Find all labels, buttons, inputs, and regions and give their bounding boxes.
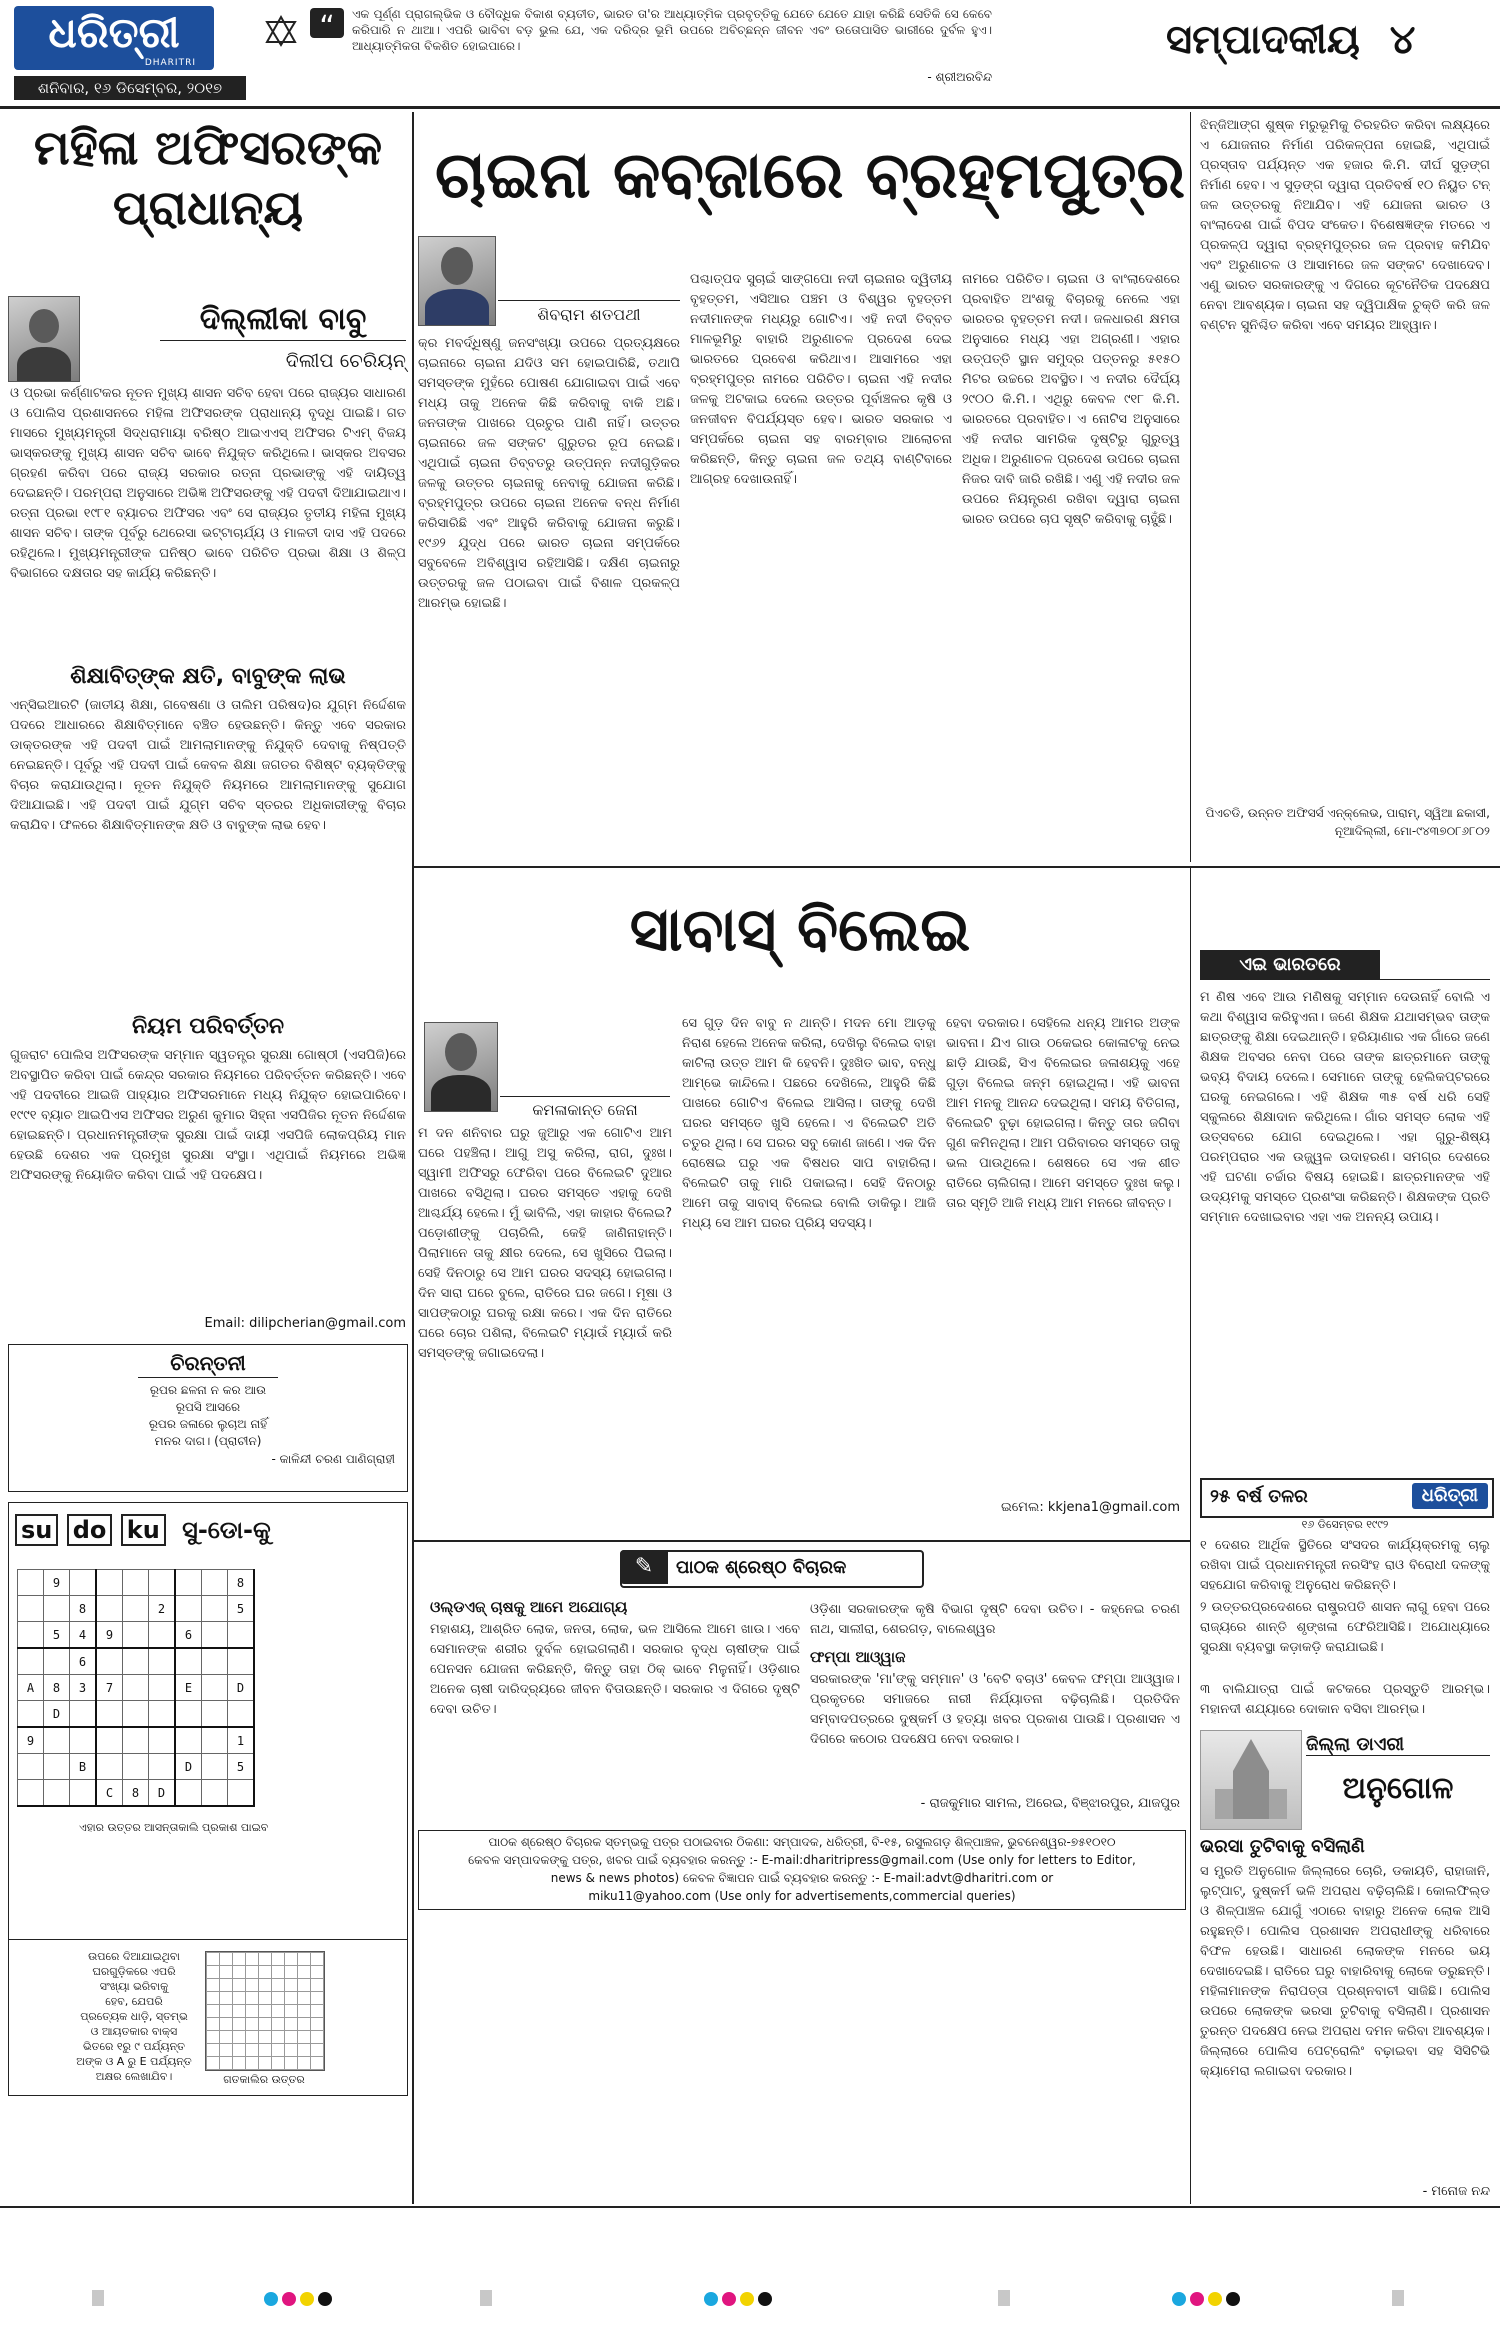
sudoku-cell[interactable] bbox=[18, 1622, 44, 1649]
logo-sub: DHARITRI bbox=[144, 58, 196, 68]
col1-byline-author: ଦିଲୀପ ଚେରିୟନ୍ bbox=[285, 350, 406, 372]
sudoku-instructions bbox=[59, 1949, 209, 2084]
sudoku-inst-1: ଉପରେ ଦିଆଯାଇଥିବା bbox=[88, 1950, 180, 1963]
sudoku-cell[interactable] bbox=[228, 1622, 255, 1649]
sudoku-row bbox=[18, 1780, 255, 1807]
ei-bharat-label: ଏଇ ଭାରତରେ bbox=[1239, 954, 1341, 975]
second-email[interactable]: ଇମେଲ: kkjena1@gmail.com bbox=[1000, 1500, 1180, 1515]
sudoku-cell[interactable]: 6 bbox=[70, 1648, 97, 1675]
sudoku-inst-9: ଅକ୍ଷର ଲେଖାଯିବ। bbox=[95, 2070, 173, 2083]
sudoku-row bbox=[18, 1754, 255, 1780]
sudoku-cell[interactable] bbox=[175, 1648, 202, 1675]
second-headline: ସାବାସ୍ ବିଲେଇ bbox=[629, 895, 971, 965]
lead-author: ଶିବରାମ ଶତପଥୀ bbox=[498, 300, 680, 325]
col1-body-3: ଗୁଜରାଟ ପୋଲିସ ଅଫିସରଙ୍କ ସମ୍ମାନ ସ୍ୱତନ୍ତ୍ର ସୁରକ୍ଷା ଗୋଷ୍ଠୀ (ଏସପିଜି)ରେ ଅବସ୍ଥାପିତ କରିବା ପାଇଁ କେନ୍ଦ୍ର ସରକାର ନିୟମରେ ପରିବର୍ତ୍ତନ କରିଛନ୍ତି। ଏବେ ଏହି ପଦବୀରେ ଆଇଜି ପାହ୍ୟାର ଅଫିସରମାନେ ମଧ୍ୟ ନିଯୁକ୍ତ ହୋଇପାରିବେ। ୧୯୯୧ ବ୍ୟାଚ ଆଇପିଏସ ଅଫିସର ଅରୁଣ କୁମାର ସିହ୍ନା ଏସପିଜିର ନୂତନ ନିର୍ଦ୍ଦେଶକ ହୋଇଛନ୍ତି। ପ୍ରଧାନମନ୍ତ୍ରୀଙ୍କ ସୁରକ୍ଷା ପାଇଁ ଦାୟୀ ଏସପିଜି ଲୋକପ୍ରିୟ ମାନ ହେଉଛି ଦେଶର ଏକ ପ୍ରମୁଖ ସୁରକ୍ଷା ସଂସ୍ଥା। ଏଥିପାଇଁ ନିୟମରେ ଅଭିଜ୍ଞ ଅଫିସରଙ୍କୁ ନିୟୋଜିତ କରିବା ପାଇଁ ଏହି ପଦକ୍ଷେପ। bbox=[10, 1048, 406, 1183]
sudoku-cell[interactable]: 7 bbox=[96, 1675, 123, 1701]
emblem-icon bbox=[264, 14, 298, 48]
second-col-a: ମ ଦନ ଶନିବାର ଘରୁ ଜୁଆରୁ ଏକ ଗୋଟିଏ ଆମ ଘରେ ପହଞ୍ଚିଲା। ଆଗୁ ଅସୁ କରିଲା, ରାଗ, ଦୁଃଖ। ସ୍ୱାମୀ ଅଫିସରୁ ଫେରିବା ପରେ ବିଲେଇଟି ଦୁଆର ପାଖରେ ବସିଥିଲା। ଘରର ସମସ୍ତେ ଏହାକୁ ଦେଖି ଆଶ୍ଚର୍ଯ୍ୟ ହେଲେ। ମୁଁ ଭାବିଲି, ଏହା କାହାର ବିଲେଇ? ପଡ଼ୋଶୀଙ୍କୁ ପଚାରିଲି, କେହି ଜାଣିନାହାନ୍ତି। ପିଲାମାନେ ତାକୁ କ୍ଷୀର ଦେଲେ, ସେ ଖୁସିରେ ପିଇଲା। ସେହି ଦିନଠାରୁ ସେ ଆମ ଘରର ସଦସ୍ୟ ହୋଇଗଲା। ଦିନ ସାରା ଘରେ ବୁଲେ, ରାତିରେ ଘର ଜଗେ। ମୂଷା ଓ ସାପଙ୍କଠାରୁ ଘରକୁ ରକ୍ଷା କରେ। ଏକ ଦିନ ରାତିରେ ଘରେ ଚୋର ପଶିଲା, ବିଲେଇଟି ମ୍ୟାଉଁ ମ୍ୟାଉଁ କରି ସମସ୍ତଙ୍କୁ ଜଗାଇଦେଲା। bbox=[418, 1126, 672, 1361]
sudoku-cell[interactable] bbox=[70, 1780, 97, 1807]
section-name: ସମ୍ପାଦକୀୟ bbox=[1166, 17, 1360, 63]
sudoku-cell[interactable]: A bbox=[18, 1675, 44, 1701]
sudoku-inst-2: ଘରଗୁଡ଼ିକରେ ଏପରି bbox=[92, 1965, 176, 1978]
sudoku-cell[interactable] bbox=[202, 1570, 228, 1596]
sudoku-cell[interactable]: 8 bbox=[70, 1596, 97, 1622]
author-photo-shivaram bbox=[418, 236, 496, 326]
sudoku-cell[interactable]: D bbox=[228, 1675, 255, 1701]
sudoku-cell[interactable] bbox=[149, 1675, 176, 1701]
section-title bbox=[1166, 8, 1486, 72]
readers-banner bbox=[620, 1550, 924, 1588]
sudoku-row bbox=[18, 1727, 255, 1754]
sudoku-answer-label: ଗତକାଲିର ଉତ୍ତର bbox=[223, 2073, 305, 2086]
sudoku-cell[interactable] bbox=[44, 1727, 70, 1754]
readers-footer-4: miku11@yahoo.com (Use only for advertisements,commercial queries) bbox=[588, 1889, 1016, 1903]
sudoku-cell[interactable] bbox=[18, 1754, 44, 1780]
date-text: ଶନିବାର, ୧୬ ଡିସେମ୍ବର, ୨୦୧୭ bbox=[37, 79, 223, 97]
dharitri-logo[interactable] bbox=[14, 6, 214, 70]
col1-subhead-1: ଶିକ୍ଷାବିତ୍‌ଙ୍କ କ୍ଷତି, ବାବୁଙ୍କ ଲାଭ bbox=[70, 664, 346, 689]
zilla-body: ସ ମ୍ପ୍ରତି ଅନୁଗୋଳ ଜିଲ୍ଲାରେ ଚୋରି, ଡକାୟତି, ରାହାଜାନି, ଲୁଟ୍‌ପାଟ୍, ଦୁଷ୍କର୍ମ ଭଳି ଅପରାଧ ବଢ଼ିଚାଲିଛି। କୋଲଫିଲ୍ଡ ଓ ଶିଳ୍ପାଞ୍ଚଳ ଯୋଗୁଁ ଏଠାରେ ବାହାରୁ ଅନେକ ଲୋକ ଆସି ରହୁଛନ୍ତି। ପୋଲିସ ପ୍ରଶାସନ ଅପରାଧୀଙ୍କୁ ଧରିବାରେ ବିଫଳ ହେଉଛି। ସାଧାରଣ ଲୋକଙ୍କ ମନରେ ଭୟ ଦେଖାଦେଇଛି। ରାତିରେ ଘରୁ ବାହାରିବାକୁ ଲୋକେ ଡରୁଛନ୍ତି। ମହିଳାମାନଙ୍କ ନିରାପତ୍ତା ପ୍ରଶ୍ନବାଚୀ ସାଜିଛି। ପୋଲିସ ଉପରେ ଲୋକଙ୍କ ଭରସା ତୁଟିବାକୁ ବସିଲାଣି। ପ୍ରଶାସନ ତୁରନ୍ତ ପଦକ୍ଷେପ ନେଇ ଅପରାଧ ଦମନ କରିବା ଆବଶ୍ୟକ। ଜିଲ୍ଲାରେ ପୋଲିସ ପେଟ୍ରୋଲିଂ ବଢ଼ାଇବା ସହ ସିସିଟିଭି କ୍ୟାମେରା ଲଗାଇବା ଦରକାର। bbox=[1200, 1864, 1490, 2079]
sudoku-cell[interactable]: D bbox=[44, 1701, 70, 1728]
masthead-quote: ଏକ ପୂର୍ଣ୍ଣ ପ୍ରାଗଲ୍ଭିକ ଓ ବୌଦ୍ଧିକ ବିକାଶ ବ୍ୟତୀତ, ଭାରତ ତା'ର ଆଧ୍ୟାତ୍ମିକ ପ୍ରବୃତ୍ତିକୁ ଯେତେ ଯେତେ ଯାହା କରିଛି ସେତିକି ସେ କେବେ କରିପାରି ନ ଥାଆ। ଏପରି ଭାବିବା ବଡ଼ ଭୁଲ ଯେ, ଏକ ଦରିଦ୍ର ଭୂମି ଉପରେ ଅବିଚ୍ଛନ୍ନ ଜୀବନ ଏବଂ ଉତୋପାସିତ ଭାରୀରେ ଦୁର୍ବଳ ହୁଏ। ଆଧ୍ୟାତ୍ମିକତା ବିକଶିତ ହୋଇପାରେ। bbox=[352, 7, 992, 53]
sudoku-cell[interactable] bbox=[96, 1648, 123, 1675]
chirantani-line-1: ରୂପର ଛଳନା ନ କର ଆଉ bbox=[149, 1383, 267, 1397]
sudoku-cell[interactable] bbox=[70, 1570, 97, 1596]
col1-body-1: ଓ ପ୍ରଭା କର୍ଣ୍ଣାଟକର ନୂତନ ମୁଖ୍ୟ ଶାସନ ସଚିବ ହେବା ପରେ ରାଜ୍ୟର ସାଧାରଣ ଓ ପୋଲିସ ପ୍ରଶାସନରେ ମହିଳା ଅଫିସରଙ୍କ ପ୍ରାଧାନ୍ୟ ବୃଦ୍ଧି ପାଇଛି। ଗତ ମାସରେ ମୁଖ୍ୟମନ୍ତ୍ରୀ ସିଦ୍ଧରାମାୟା ବରିଷ୍ଠ ଆଇଏଏସ୍ ଅଫିସର ଟିଏମ୍ ବିଜୟ ଭାସ୍କରଙ୍କୁ ମୁଖ୍ୟ ଶାସନ ସଚିବ ଭାବେ ନିଯୁକ୍ତ କରିଥିଲେ। ଭାସ୍କର ଅବସର ଗ୍ରହଣ କରିବା ପରେ ରାଜ୍ୟ ସରକାର ରତ୍ନା ପ୍ରଭାଙ୍କୁ ଏହି ଦାୟିତ୍ୱ ଦେଇଛନ୍ତି। ପରମ୍ପରା ଅନୁସାରେ ଅଭିଜ୍ଞ ଅଫିସରଙ୍କୁ ଏହି ପଦବୀ ଦିଆଯାଇଥାଏ। ରତ୍ନା ପ୍ରଭା ୧୯୮୧ ବ୍ୟାଚର ଅଫିସର ଏବଂ ସେ ରାଜ୍ୟର ତୃତୀୟ ମହିଳା ମୁଖ୍ୟ ଶାସନ ସଚିବ। ତାଙ୍କ ପୂର୍ବରୁ ଥେରେସା ଭଟ୍ଟାଚାର୍ଯ୍ୟ ଓ ମାଳତୀ ଦାସ ଏହି ପଦରେ ରହିଥିଲେ। ମୁଖ୍ୟମନ୍ତ୍ରୀଙ୍କ ଘନିଷ୍ଠ ଭାବେ ପରିଚିତ ପ୍ରଭା ଶିକ୍ଷା ଓ ଶିଳ୍ପ ବିଭାଗରେ ଦକ୍ଷତାର ସହ କାର୍ଯ୍ୟ କରିଛନ୍ତି। bbox=[10, 386, 406, 581]
sudoku-cell[interactable]: 4 bbox=[70, 1622, 97, 1649]
sudoku-cell[interactable] bbox=[175, 1701, 202, 1728]
sudoku-cell[interactable] bbox=[70, 1701, 97, 1728]
years25-banner bbox=[1200, 1478, 1494, 1518]
quote-icon: “ bbox=[310, 8, 344, 38]
zilla-label: ଜିଲ୍ଲା ଡାଏରୀ bbox=[1306, 1734, 1490, 1756]
second-col-b: ସେ ଗୁଡ଼ ଦିନ ବାବୁ ନ ଥାନ୍ତି। ମଦନ ମୋ ଆଡ଼କୁ ନିରାଶ ହେଲେ ଅନେକ କରିଲା, ଦେଖିଲୁ ବିଲେଇ ବାହା କାଟିଲା ଉତ୍ତ ଆମ କି ହେବନି। ଦୁଃଖିତ ଭାବ, ବନ୍ଧୁ ଆମ୍ଭେ କାନ୍ଦିଲେ। ପଛରେ ଦେଖିଲେ, ଆହୁରି କିଛି ପାଖରେ ଗୋଟିଏ ବିଲେଇ ଆସିଲା। ତାଙ୍କୁ ଦେଖି ଘରର ସମସ୍ତେ ଖୁସି ହେଲେ। ଏ ବିଲେଇଟି ଅତି ଚତୁର ଥିଲା। ସେ ଘରର ସବୁ କୋଣ ଜାଣେ। ଏକ ଦିନ ରୋଷେଇ ଘରୁ ଏକ ବିଷଧର ସାପ ବାହାରିଲା। ବିଲେଇଟି ତାକୁ ମାରି ପକାଇଲା। ସେହି ଦିନଠାରୁ ଆମେ ତାକୁ ସାବାସ୍ ବିଲେଇ ବୋଲି ଡାକିଲୁ। ଆଜି ମଧ୍ୟ ସେ ଆମ ଘରର ପ୍ରିୟ ସଦସ୍ୟ। bbox=[682, 1016, 936, 1231]
zilla-name: ଅନୁଗୋଳ bbox=[1342, 1771, 1454, 1806]
sudoku-cell[interactable] bbox=[123, 1675, 149, 1701]
sudoku-cell[interactable]: 1 bbox=[228, 1727, 255, 1754]
chirantani-title: ଚିରନ୍ତନୀ bbox=[170, 1351, 246, 1375]
sudoku-cell[interactable] bbox=[123, 1648, 149, 1675]
years25-logo: ଧରିତ୍ରୀ bbox=[1412, 1483, 1488, 1509]
readers-footer-3: news & news photos) କେବଳ ବିଜ୍ଞାପନ ପାଇଁ ବ୍ୟବହାର କରନ୍ତୁ :- E-mail:advt@dharitri.com or bbox=[550, 1871, 1054, 1885]
sudoku-cell[interactable] bbox=[44, 1780, 70, 1807]
sudoku-cell[interactable] bbox=[123, 1570, 149, 1596]
sudoku-cell[interactable] bbox=[175, 1596, 202, 1622]
sudoku-cell[interactable]: 2 bbox=[149, 1596, 176, 1622]
col1-headline: ମହିଳା ଅଫିସରଙ୍କ ପ୍ରାଧାନ୍ୟ bbox=[33, 120, 383, 236]
sudoku-title bbox=[15, 1513, 407, 1549]
sudoku-inst-5: ପ୍ରତ୍ୟେକ ଧାଡ଼ି, ସ୍ତମ୍ଭ bbox=[80, 2010, 188, 2023]
sudoku-cell[interactable] bbox=[149, 1754, 176, 1780]
sudoku-row bbox=[18, 1701, 255, 1728]
sudoku-inst-6: ଓ ଆୟତକାର ବାକ୍ସ bbox=[90, 2025, 178, 2038]
sudoku-cell[interactable]: 8 bbox=[123, 1780, 149, 1807]
sudoku-cell[interactable] bbox=[18, 1780, 44, 1807]
sudoku-answer-grid bbox=[205, 1951, 325, 2071]
sudoku-cell[interactable] bbox=[149, 1622, 176, 1649]
lead-col-d: ଝିନ୍‌ଜିଆଙ୍ଗ ଶୁଷ୍କ ମରୁଭୂମିକୁ ଚିରହରିତ କରିବା ଲକ୍ଷ୍ୟରେ ଏ ଯୋଜନାର ନିର୍ମାଣ ପରିକଳ୍ପନା ହୋଇଛି, ଏଥିପାଇଁ ପ୍ରସ୍ତାବ ପର୍ଯ୍ୟନ୍ତ ଏକ ହଜାର କି.ମି. ଦୀର୍ଘ ସୁଡ଼ଙ୍ଗ ନିର୍ମାଣ ହେବ। ଏ ସୁଡ଼ଙ୍ଗ ଦ୍ୱାରା ପ୍ରତିବର୍ଷ ୧୦ ନିୟୁତ ଟନ୍ ଜଳ ଉତ୍ତରକୁ ନିଆଯିବ। ଏହି ଯୋଜନା ଭାରତ ଓ ବାଂଲାଦେଶ ପାଇଁ ବିପଦ ସଂକେତ। ବିଶେଷଜ୍ଞଙ୍କ ମତରେ ଏ ପ୍ରକଳ୍ପ ଦ୍ୱାରା ବ୍ରହ୍ମପୁତ୍ରର ଜଳ ପ୍ରବାହ କମିଯିବ ଏବଂ ଅରୁଣାଚଳ ଓ ଆସାମରେ ଜଳ ସଙ୍କଟ ଦେଖାଦେବ। ଏଣୁ ଭାରତ ସରକାରଙ୍କୁ ଏ ଦିଗରେ କୂଟନୈତିକ ପଦକ୍ଷେପ ନେବା ଆବଶ୍ୟକ। ଚାଇନା ସହ ଦ୍ୱିପାକ୍ଷିକ ଚୁକ୍ତି କରି ଜଳ ବଣ୍ଟନ ସୁନିଶ୍ଚିତ କରିବା ଏବେ ସମୟର ଆହ୍ୱାନ। bbox=[1200, 118, 1490, 333]
registration-marks bbox=[0, 2290, 1500, 2320]
sudoku-box bbox=[8, 1502, 408, 2096]
years25-item-3: ୩ ବାଲିଯାତ୍ରା ପାଇଁ କଟକରେ ପ୍ରସ୍ତୁତି ଆରମ୍ଭ। ମହାନଦୀ ଶଯ୍ୟାରେ ଦୋକାନ ବସିବା ଆରମ୍ଭ। bbox=[1200, 1682, 1490, 1717]
sudoku-cell[interactable] bbox=[18, 1570, 44, 1596]
ei-bharat-body: ମ ଣିଷ ଏବେ ଆଉ ମଣିଷକୁ ସମ୍ମାନ ଦେଉନାହିଁ ବୋଲି ଏ କଥା ବିଶ୍ୱାସ କରିହୁଏନା। ଜଣେ ଶିକ୍ଷକ ଯଥାସମ୍ଭବ ତାଙ୍କ ଛାତ୍ରଙ୍କୁ ଶିକ୍ଷା ଦେଇଥାନ୍ତି। ହରିୟାଣାର ଏକ ଗାଁରେ ଜଣେ ଶିକ୍ଷକ ଅବସର ନେବା ପରେ ତାଙ୍କ ଛାତ୍ରମାନେ ତାଙ୍କୁ ଭବ୍ୟ ବିଦାୟ ଦେଲେ। ସେମାନେ ତାଙ୍କୁ ହେଲିକପ୍ଟରରେ ଘରକୁ ନେଇଗଲେ। ଏହି ଶିକ୍ଷକ ୩୫ ବର୍ଷ ଧରି ସେହି ସ୍କୁଲରେ ଶିକ୍ଷାଦାନ କରିଥିଲେ। ଗାଁର ସମସ୍ତ ଲୋକ ଏହି ଉତ୍ସବରେ ଯୋଗ ଦେଇଥିଲେ। ଏହା ଗୁରୁ-ଶିଷ୍ୟ ପରମ୍ପରାର ଏକ ଉଜ୍ଜ୍ୱଳ ଉଦାହରଣ। ସମଗ୍ର ଦେଶରେ ଏହି ଘଟଣା ଚର୍ଚ୍ଚାର ବିଷୟ ହୋଇଛି। ଛାତ୍ରମାନଙ୍କ ଏହି ଉଦ୍ୟମକୁ ସମସ୍ତେ ପ୍ରଶଂସା କରିଛନ୍ତି। ଶିକ୍ଷକଙ୍କ ପ୍ରତି ସମ୍ମାନ ଦେଖାଇବାର ଏହା ଏକ ଅନନ୍ୟ ଉପାୟ। bbox=[1200, 990, 1490, 1225]
page-number: ୪ bbox=[1389, 17, 1416, 63]
date-line bbox=[14, 76, 246, 100]
sudoku-row bbox=[18, 1596, 255, 1622]
sudoku-cell[interactable]: 9 bbox=[96, 1622, 123, 1649]
sudoku-cell[interactable] bbox=[202, 1675, 228, 1701]
col1-email[interactable]: Email: dilipcherian@gmail.com bbox=[204, 1316, 406, 1331]
readers-footer-2: କେବଳ ସମ୍ପାଦକଙ୍କୁ ପତ୍ର, ଖବର ପାଇଁ ବ୍ୟବହାର କରନ୍ତୁ :- E-mail:dharitripress@gmail.com (Use only for letters to Editor, bbox=[468, 1853, 1136, 1867]
sudoku-cell[interactable] bbox=[175, 1780, 202, 1807]
letter-right-body: ସରକାରଙ୍କ 'ମା'ଙ୍କୁ ସମ୍ମାନ' ଓ 'ବେଟି ବଚାଓ' କେବଳ ଫମ୍ପା ଆଓ୍ୱାଜ। ପ୍ରକୃତରେ ସମାଜରେ ନାରୀ ନିର୍ଯ୍ୟାତନା ବଢ଼ିଚାଲିଛି। ପ୍ରତିଦିନ ସମ୍ବାଦପତ୍ରରେ ଦୁଷ୍କର୍ମ ଓ ହତ୍ୟା ଖବର ପ୍ରକାଶ ପାଉଛି। ପ୍ରଶାସନ ଏ ଦିଗରେ କଠୋର ପଦକ୍ଷେପ ନେବା ଦରକାର। bbox=[810, 1672, 1180, 1747]
sudoku-inst-4: ହେବ, ଯେପରି bbox=[105, 1995, 163, 2008]
lead-col-b: ପଶ୍ଚାତ୍‌ପଦ ସୁଚାଇଁ ସାଙ୍ଗପୋ ନଦୀ ଚାଇନାର ଦ୍ୱିତୀୟ ବୃହତ୍ତମ, ଏସିଆର ପଞ୍ଚମ ଓ ବିଶ୍ୱର ବୃହତ୍ତମ ନଦୀମାନଙ୍କ ମଧ୍ୟରୁ ଗୋଟିଏ। ଏହି ନଦୀ ତିବ୍ବତ ମାଳଭୂମିରୁ ବାହାରି ଅରୁଣାଚଳ ପ୍ରଦେଶ ଦେଇ ଭାରତରେ ପ୍ରବେଶ କରିଥାଏ। ଆସାମରେ ଏହା ବ୍ରହ୍ମପୁତ୍ର ନାମରେ ପରିଚିତ। ଚାଇନା ଏହି ନଦୀର ଜଳକୁ ଅଟକାଇ ଦେଲେ ଉତ୍ତର ପୂର୍ବାଞ୍ଚଳର କୃଷି ଓ ଜନଜୀବନ ବିପର୍ଯ୍ୟସ୍ତ ହେବ। ଭାରତ ସରକାର ଏ ସମ୍ପର୍କରେ ଚାଇନା ସହ ବାରମ୍ବାର ଆଲୋଚନା କରିଛନ୍ତି, କିନ୍ତୁ ଚାଇନା ଜଳ ତଥ୍ୟ ବାଣ୍ଟିବାରେ ଆଗ୍ରହ ଦେଖାଉନାହିଁ। bbox=[690, 272, 952, 487]
sudoku-cell[interactable] bbox=[18, 1596, 44, 1622]
sudoku-cell[interactable] bbox=[175, 1570, 202, 1596]
sudoku-note: ଏହାର ଉତ୍ତର ଆସନ୍ତାକାଲି ପ୍ରକାଶ ପାଇବ bbox=[79, 1821, 269, 1834]
sudoku-row bbox=[18, 1648, 255, 1675]
sudoku-cell[interactable]: 5 bbox=[228, 1596, 255, 1622]
sudoku-cell[interactable] bbox=[70, 1727, 97, 1754]
sudoku-cell[interactable]: 6 bbox=[175, 1622, 202, 1649]
sudoku-cell[interactable] bbox=[96, 1727, 123, 1754]
years25-item-1: ୧ ଦେଶର ଆର୍ଥିକ ସ୍ଥିତିରେ ସଂସଦର କାର୍ଯ୍ୟକ୍ରମକୁ ଚାଲୁ ରଖିବା ପାଇଁ ପ୍ରଧାନମନ୍ତ୍ରୀ ନରସିଂହ ରାଓ ବିରୋଧୀ ଦଳଙ୍କୁ ସହଯୋଗ କରିବାକୁ ଅନୁରୋଧ କରିଛନ୍ତି। bbox=[1200, 1538, 1490, 1593]
sudoku-title-do: do bbox=[67, 1514, 113, 1546]
sudoku-cell[interactable] bbox=[202, 1596, 228, 1622]
sudoku-cell[interactable] bbox=[123, 1596, 149, 1622]
sudoku-cell[interactable] bbox=[202, 1622, 228, 1649]
sudoku-row bbox=[18, 1675, 255, 1701]
sudoku-cell[interactable] bbox=[149, 1570, 176, 1596]
sudoku-cell[interactable] bbox=[228, 1648, 255, 1675]
chirantani-line-2: ରୂପସି ଆସରେ bbox=[175, 1400, 241, 1414]
sudoku-cell[interactable] bbox=[123, 1754, 149, 1780]
sudoku-inst-3: ସଂଖ୍ୟା ଭରିବାକୁ bbox=[99, 1980, 169, 1993]
readers-footer-1: ପାଠକ ଶ୍ରେଷ୍ଠ ବିଚାରକ ସ୍ତମ୍ଭକୁ ପତ୍ର ପଠାଇବାର ଠିକଣା: ସମ୍ପାଦକ, ଧରିତ୍ରୀ, ବି-୧୫, ରସୁଲଗଡ଼ ଶିଳ୍ପାଞ୍ଚଳ, ଭୁବନେଶ୍ୱର-୭୫୧୦୧୦ bbox=[488, 1835, 1116, 1849]
sudoku-title-su: su bbox=[15, 1514, 58, 1546]
sudoku-cell[interactable] bbox=[123, 1727, 149, 1754]
col1-body-2: ଏନ୍‌ସିଇଆରଟି (ଜାତୀୟ ଶିକ୍ଷା, ଗବେଷଣା ଓ ତାଲିମ ପରିଷଦ)ର ଯୁଗ୍ମ ନିର୍ଦ୍ଦେଶକ ପଦରେ ଆଧାରରେ ଶିକ୍ଷାବିତ୍‌ମାନେ ବଞ୍ଚିତ ହେଉଛନ୍ତି। କିନ୍ତୁ ଏବେ ସରକାର ଡାକ୍ତରଙ୍କ ଏହି ପଦବୀ ପାଇଁ ଆମଲାମାନଙ୍କୁ ନିଯୁକ୍ତି ଦେବାକୁ ନିଷ୍ପତ୍ତି ନେଇଛନ୍ତି। ପୂର୍ବରୁ ଏହି ପଦବୀ ପାଇଁ କେବଳ ଶିକ୍ଷା ଜଗତର ବିଶିଷ୍ଟ ବ୍ୟକ୍ତିଙ୍କୁ ବିଚାର କରାଯାଉଥିଲା। ନୂତନ ନିଯୁକ୍ତି ନିୟମରେ ଆମଲାମାନଙ୍କୁ ସୁଯୋଗ ଦିଆଯାଇଛି। ଏହି ପଦବୀ ପାଇଁ ଯୁଗ୍ମ ସଚିବ ସ୍ତରର ଅଧିକାରୀଙ୍କୁ ବିଚାର କରାଯିବ। ଫଳରେ ଶିକ୍ଷାବିତ୍‌ମାନଙ୍କ କ୍ଷତି ଓ ବାବୁଙ୍କ ଲାଭ ହେବ। bbox=[10, 698, 406, 833]
lead-col-c: ନାମରେ ପରିଚିତ। ଚାଇନା ଓ ବାଂଲାଦେଶରେ ପ୍ରବାହିତ ଅଂଶକୁ ବିଚାରକୁ ନେଲେ ଏହା ଭାରତର ବୃହତ୍ତମ ନଦୀ। ଜଳଧାରଣ କ୍ଷମତା ଅନୁସାରେ ମଧ୍ୟ ଏହା ଅଗ୍ରଣୀ। ଏହାର ଉତ୍ପତ୍ତି ସ୍ଥାନ ସମୁଦ୍ର ପତ୍ତନରୁ ୫୧୫୦ ମିଟର ଉଚ୍ଚରେ ଅବସ୍ଥିତ। ଏ ନଦୀର ଦୈର୍ଘ୍ୟ ୨୯୦୦ କି.ମି.। ଏଥିରୁ କେବଳ ୯୧୮ କି.ମି. ଭାରତରେ ପ୍ରବାହିତ। ଏ ନୋଟିସ ଅନୁସାରେ ଏହି ନଦୀର ସାମରିକ ଦୃଷ୍ଟିରୁ ଗୁରୁତ୍ୱ ଅଧିକ। ଅରୁଣାଚଳ ପ୍ରଦେଶ ଉପରେ ଚାଇନା ନିଜର ଦାବି ଜାରି ରଖିଛି। ଏଣୁ ଏହି ନଦୀର ଜଳ ଉପରେ ନିୟନ୍ତ୍ରଣ ରଖିବା ଦ୍ୱାରା ଚାଇନା ଭାରତ ଉପରେ ଚାପ ସୃଷ୍ଟି କରିବାକୁ ଚାହୁଁଛି। bbox=[962, 272, 1180, 527]
sudoku-cell[interactable] bbox=[123, 1701, 149, 1728]
sudoku-cell[interactable] bbox=[228, 1780, 255, 1807]
sudoku-cell[interactable] bbox=[18, 1701, 44, 1728]
logo-text: ଧରିତ୍ରୀ bbox=[48, 8, 180, 57]
sudoku-cell[interactable] bbox=[149, 1727, 176, 1754]
sudoku-cell[interactable]: E bbox=[175, 1675, 202, 1701]
sudoku-cell[interactable]: 9 bbox=[44, 1570, 70, 1596]
author-photo-dilip bbox=[8, 296, 80, 382]
letter-left-title: ଓଲ୍ଡଏଜ୍ ଚାଷକୁ ଆମେ ଅଯୋଗ୍ୟ bbox=[430, 1598, 628, 1616]
author-photo-kamalakanta bbox=[424, 1022, 498, 1112]
sudoku-cell[interactable] bbox=[202, 1701, 228, 1728]
sudoku-cell[interactable] bbox=[149, 1648, 176, 1675]
sudoku-cell[interactable] bbox=[202, 1754, 228, 1780]
readers-footer bbox=[418, 1830, 1186, 1910]
sudoku-cell[interactable] bbox=[44, 1596, 70, 1622]
masthead bbox=[0, 0, 1500, 110]
temple-image bbox=[1200, 1730, 1302, 1830]
sudoku-cell[interactable]: 5 bbox=[44, 1622, 70, 1649]
letter-left-body: ମହାଶୟ, ଆଶ୍ରିତ ଲୋକ, ଜନତା, ଲୋକ, ଭଳ ଆସିଲେ ଆମେ ଖାଉ। ଏବେ ସେମାନଙ୍କ ଶରୀର ଦୁର୍ବଳ ହୋଇଗଲାଣି। ସରକାର ବୃଦ୍ଧ ଚାଷୀଙ୍କ ପାଇଁ ପେନସନ ଯୋଜନା କରିଛନ୍ତି, କିନ୍ତୁ ତାହା ଠିକ୍ ଭାବେ ମିଳୁନାହିଁ। ଓଡ଼ିଶାର ଅନେକ ଚାଷୀ ଦାରିଦ୍ର୍ୟରେ ଜୀବନ ବିତାଉଛନ୍ତି। ସରକାର ଏ ଦିଗରେ ଦୃଷ୍ଟି ଦେବା ଉଚିତ। bbox=[430, 1622, 800, 1717]
sudoku-cell[interactable]: 3 bbox=[70, 1675, 97, 1701]
pen-icon: ✎ bbox=[620, 1550, 668, 1584]
readers-banner-text: ପାଠକ ଶ୍ରେଷ୍ଠ ବିଚାରକ bbox=[676, 1557, 847, 1578]
sudoku-cell[interactable]: 8 bbox=[44, 1675, 70, 1701]
sudoku-inst-7: ଭିତରେ ୧ରୁ ୯ ପର୍ଯ୍ୟନ୍ତ bbox=[83, 2040, 185, 2053]
zilla-title: ଭରସା ତୁଟିବାକୁ ବସିଲାଣି bbox=[1200, 1836, 1365, 1857]
years25-label: ୨୫ ବର୍ଷ ତଳର bbox=[1210, 1486, 1308, 1507]
sudoku-cell[interactable]: 5 bbox=[228, 1754, 255, 1780]
sudoku-cell[interactable]: C bbox=[96, 1780, 123, 1807]
sudoku-inst-8: ଅଙ୍କ ଓ A ରୁ E ପର୍ଯ୍ୟନ୍ତ bbox=[76, 2055, 192, 2068]
years25-date: ୧୬ ଡିସେମ୍ବର ୧୯୯୨ bbox=[1301, 1518, 1389, 1531]
sudoku-cell[interactable] bbox=[202, 1727, 228, 1754]
sudoku-cell[interactable] bbox=[228, 1701, 255, 1728]
letter-right-title: ଫମ୍ପା ଆଓ୍ୱାଜ bbox=[810, 1648, 906, 1666]
letter-left-sign: ଓଡ଼ିଶା ସରକାରଙ୍କ କୃଷି ବିଭାଗ ଦୃଷ୍ଟି ଦେବା ଉଚିତ। - କହ୍ନେଇ ଚରଣ ନାଥ, ସାଲୀରା, ଶେରଗଡ଼, ବାଲେଶ୍ୱର bbox=[810, 1602, 1180, 1637]
sudoku-cell[interactable] bbox=[202, 1648, 228, 1675]
chirantani-line-4: ମନର ଦାଗ। (ପ୍ରାଚୀନ) bbox=[154, 1434, 262, 1448]
second-col-c: ହେବା ଦରକାର। ସେହିଲେ ଧନ୍ୟ ଆମର ଅଙ୍କ ଭାବନା। ଯିଏ ଗାଉ ଠକେଇର କୋଳାଟକୁ ନେଇ ଛାଡ଼ି ଯାଉଛି, ସିଏ ବିଲେଇର ଜଳାଶୟକୁ ଏହେ ଗୁଡ଼ା ବିଲେଇ ଜନ୍ମ ହୋଇଥିଲା। ଏହି ଭାବନା ଆମ ମନକୁ ଆନନ୍ଦ ଦେଇଥିଲା। ସମୟ ବିତିଗଲା, ବିଲେଇଟି ବୁଢ଼ା ହୋଇଗଲା। କିନ୍ତୁ ତାର ଜଗିବା ଗୁଣ କମିନଥିଲା। ଆମ ପରିବାରର ସମସ୍ତେ ତାକୁ ଭଲ ପାଉଥିଲେ। ଶେଷରେ ସେ ଏକ ଶୀତ ରାତିରେ ଚାଲିଗଲା। ଆମେ ସମସ୍ତେ ଦୁଃଖ କଲୁ। ତାର ସ୍ମୃତି ଆଜି ମଧ୍ୟ ଆମ ମନରେ ଜୀବନ୍ତ। bbox=[946, 1016, 1180, 1211]
col1-subhead-2: ନିୟମ ପରିବର୍ତ୍ତନ bbox=[131, 1014, 285, 1039]
sudoku-cell[interactable] bbox=[123, 1622, 149, 1649]
years25-item-2: ୨ ଉତ୍ତରପ୍ରଦେଶରେ ରାଷ୍ଟ୍ରପତି ଶାସନ ଲାଗୁ ହେବା ପରେ ରାଜ୍ୟରେ ଶାନ୍ତି ଶୃଙ୍ଖଳା ଫେରିଆସିଛି। ଅଯୋଧ୍ୟାରେ ସୁରକ୍ଷା ବ୍ୟବସ୍ଥା କଡ଼ାକଡ଼ି କରାଯାଇଛି। bbox=[1200, 1600, 1490, 1655]
sudoku-cell[interactable] bbox=[96, 1701, 123, 1728]
chirantani-line-3: ରୂପର ଜଳାରେ ଲୁଚାଅ ନାହିଁ bbox=[148, 1417, 268, 1431]
lead-headline: ଚାଇନା କବ୍‌ଜାରେ ବ୍ରହ୍ମପୁତ୍ର bbox=[435, 139, 1185, 213]
sudoku-cell[interactable] bbox=[96, 1754, 123, 1780]
sudoku-cell[interactable] bbox=[44, 1754, 70, 1780]
sudoku-cell[interactable] bbox=[175, 1727, 202, 1754]
sudoku-cell[interactable]: 8 bbox=[228, 1570, 255, 1596]
sudoku-cell[interactable] bbox=[44, 1648, 70, 1675]
chirantani-box bbox=[8, 1344, 408, 1492]
sudoku-title-odia: ସୁ-ଡୋ-କୁ bbox=[182, 1516, 271, 1544]
sudoku-cell[interactable] bbox=[96, 1596, 123, 1622]
letter-right-sign: - ରାଜକୁମାର ସାମଲ, ଅରେଇ, ବିଞ୍ଝାରପୁର, ଯାଜପୁର bbox=[920, 1796, 1180, 1811]
second-author: କମଳାକାନ୍ତ ଜେନା bbox=[500, 1096, 670, 1119]
sudoku-row bbox=[18, 1622, 255, 1649]
sudoku-cell[interactable]: D bbox=[149, 1780, 176, 1807]
sudoku-row bbox=[18, 1570, 255, 1596]
sudoku-cell[interactable] bbox=[18, 1648, 44, 1675]
sudoku-cell[interactable]: B bbox=[70, 1754, 97, 1780]
lead-col-a: କ୍ର ମବର୍ଦ୍ଧିଷ୍ଣୁ ଜନସଂଖ୍ୟା ଉପରେ ପ୍ରତ୍ୟକ୍ଷରେ ଚାଇନାରେ ଚାଇନା ଯଦିଓ ସମ ହୋଇପାରିଛି, ତଥାପି ସମସ୍ତଙ୍କ ମୁହଁରେ ପୋଷଣ ଯୋଗାଇବା ପାଇଁ ଏବେ ମଧ୍ୟ ତାକୁ ଅନେକ କିଛି କରିବାକୁ ବାକି ଅଛି। ଜନତାଙ୍କ ପାଖରେ ପ୍ରଚୁର ପାଣି ନାହିଁ। ଉତ୍ତର ଚାଇନାରେ ଜଳ ସଙ୍କଟ ଗୁରୁତର ରୂପ ନେଇଛି। ଏଥିପାଇଁ ଚାଇନା ତିବ୍ବତରୁ ଉତ୍ପନ୍ନ ନଦୀଗୁଡ଼ିକର ଜଳକୁ ଉତ୍ତର ଚାଇନାକୁ ନେବାକୁ ଯୋଜନା କରିଛି। ବ୍ରହ୍ମପୁତ୍ର ଉପରେ ଚାଇନା ଅନେକ ବନ୍ଧ ନିର୍ମାଣ କରିସାରିଛି ଏବଂ ଆହୁରି କରିବାକୁ ଯୋଜନା କରୁଛି। ୧୯୬୨ ଯୁଦ୍ଧ ପରେ ଭାରତ ଚାଇନା ସମ୍ପର୍କରେ ସବୁବେଳେ ଅବିଶ୍ୱାସ ରହିଆସିଛି। ଦକ୍ଷିଣ ଚାଇନାରୁ ଉତ୍ତରକୁ ଜଳ ପଠାଇବା ପାଇଁ ବିଶାଳ ପ୍ରକଳ୍ପ ଆରମ୍ଭ ହୋଇଛି। bbox=[418, 336, 680, 611]
chirantani-author: - କାଳିନ୍ଦୀ ଚରଣ ପାଣିଗ୍ରାହୀ bbox=[271, 1452, 395, 1466]
sudoku-cell[interactable] bbox=[149, 1701, 176, 1728]
sudoku-cell[interactable] bbox=[96, 1570, 123, 1596]
sudoku-cell[interactable]: D bbox=[175, 1754, 202, 1780]
ei-bharat-banner bbox=[1200, 950, 1380, 980]
sudoku-cell[interactable]: 9 bbox=[18, 1727, 44, 1754]
sudoku-grid[interactable] bbox=[17, 1569, 255, 1807]
col1-byline-name: ଦିଲ୍ଲୀକା ବାବୁ bbox=[160, 300, 406, 341]
zilla-sign: - ମନୋଜ ନନ୍ଦ bbox=[1422, 2184, 1490, 2199]
sudoku-title-ku: ku bbox=[121, 1514, 166, 1546]
sudoku-cell[interactable] bbox=[202, 1780, 228, 1807]
lead-address: ପିଏଚଡି, ଉନ୍ନତ ଅଫିସର୍ସ ଏନ୍‌କ୍ଲେଭ, ପାରାମ୍, ସ୍ୱିଆ ଛକାସୀ, ନୂଆଦିଲ୍ଲୀ, ମୋ-୯୪୩୭୦୮୬୮୦୨ bbox=[1205, 806, 1490, 838]
quote-author: - ଶ୍ରୀଅରବିନ୍ଦ bbox=[927, 70, 992, 84]
